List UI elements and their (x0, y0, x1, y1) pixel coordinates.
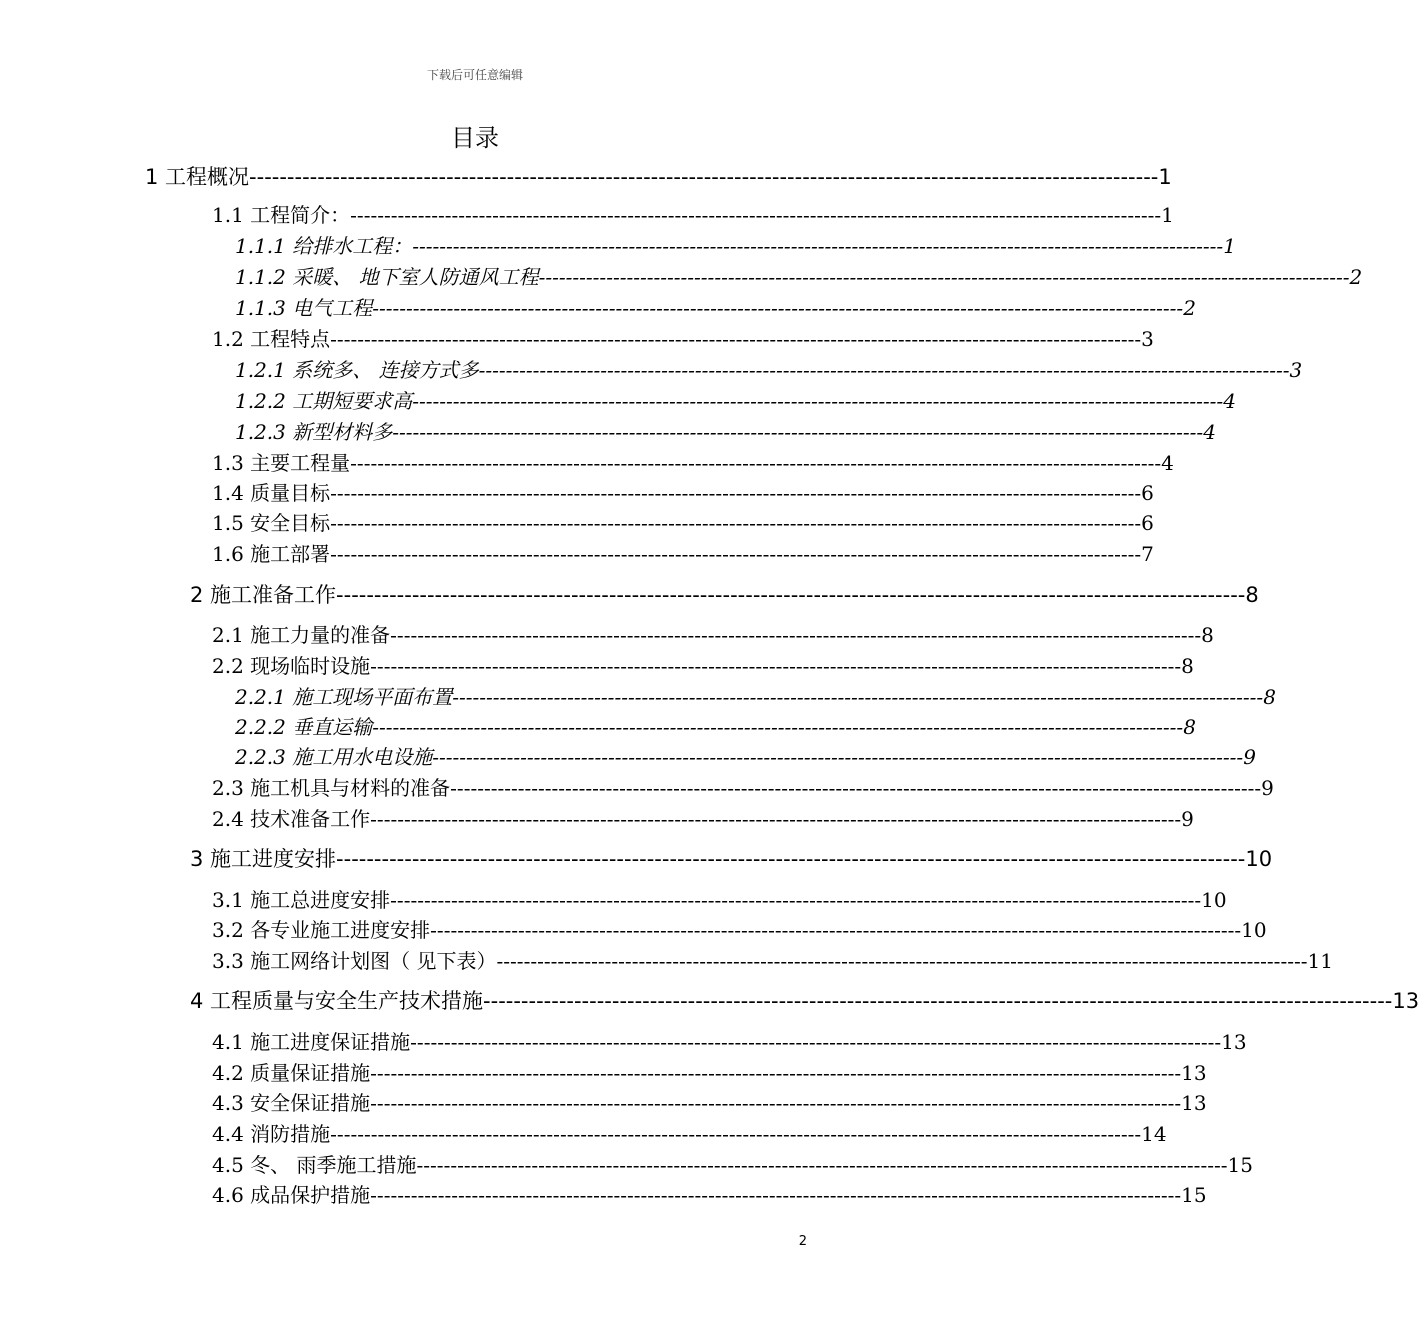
toc-entry[interactable] (235, 294, 1196, 322)
toc-title: 目录 (451, 124, 499, 152)
toc-entry[interactable] (212, 201, 1174, 229)
toc-leader: ------------------------------------------------------------------------------------------------------------------------ (249, 165, 1159, 189)
toc-entry-label: 3.3 施工网络计划图（ 见下表） (212, 949, 497, 973)
toc-leader: ------------------------------------------------------------------------------------------------------------------------ (370, 1091, 1182, 1115)
toc-entry-label: 1.1.1 给排水工程： (235, 234, 413, 258)
toc-leader: ------------------------------------------------------------------------------------------------------------------------ (370, 1061, 1182, 1085)
toc-leader: ------------------------------------------------------------------------------------------------------------------------ (336, 847, 1246, 871)
toc-entry[interactable] (212, 947, 1333, 975)
toc-entry-label: 2.4 技术准备工作 (212, 807, 371, 831)
toc-leader: ------------------------------------------------------------------------------------------------------------------------ (392, 420, 1204, 444)
toc-entry-label: 1.1 工程简介： (212, 203, 351, 227)
toc-entry[interactable] (212, 509, 1154, 537)
toc-leader: ------------------------------------------------------------------------------------------------------------------------ (496, 949, 1308, 973)
toc-entry-label: 1.2.2 工期短要求高 (235, 389, 413, 413)
toc-entry-page: 4 (1203, 420, 1216, 444)
toc-entry-label: 2.2.3 施工用水电设施 (235, 745, 433, 769)
toc-entry-page: 2 (1349, 265, 1363, 289)
toc-entry-label: 2 施工准备工作 (190, 583, 337, 607)
toc-leader: ------------------------------------------------------------------------------------------------------------------------ (412, 234, 1224, 258)
toc-leader: ------------------------------------------------------------------------------------------------------------------------ (483, 989, 1393, 1013)
page-number: 2 (798, 1234, 807, 1249)
toc-entry-label: 1 工程概况 (145, 165, 250, 189)
toc-entry-page: 10 (1245, 847, 1273, 871)
toc-entry-page: 10 (1241, 918, 1267, 942)
toc-entry-label: 1.5 安全目标 (212, 511, 331, 535)
toc-leader: ------------------------------------------------------------------------------------------------------------------------ (330, 511, 1142, 535)
toc-entry[interactable] (235, 743, 1256, 771)
toc-entry[interactable] (212, 1120, 1167, 1148)
toc-entry[interactable] (235, 683, 1276, 711)
toc-leader: ------------------------------------------------------------------------------------------------------------------------ (350, 203, 1162, 227)
toc-entry-page: 8 (1181, 654, 1194, 678)
toc-entry-page: 9 (1243, 745, 1256, 769)
page-header: 下载后可任意编辑 (426, 68, 523, 82)
toc-leader: ------------------------------------------------------------------------------------------------------------------------ (478, 358, 1290, 382)
toc-entry[interactable] (235, 713, 1196, 741)
toc-leader: ------------------------------------------------------------------------------------------------------------------------ (350, 451, 1162, 475)
toc-entry-label: 3.1 施工总进度安排 (212, 888, 391, 912)
toc-entry-page: 14 (1141, 1122, 1167, 1146)
toc-entry-page: 13 (1392, 989, 1419, 1013)
toc-entry[interactable] (145, 163, 1172, 191)
toc-entry[interactable] (212, 1181, 1207, 1209)
toc-leader: ------------------------------------------------------------------------------------------------------------------------ (330, 481, 1142, 505)
toc-entry[interactable] (212, 479, 1154, 507)
toc-leader: ------------------------------------------------------------------------------------------------------------------------ (336, 583, 1246, 607)
toc-entry-label: 1.3 主要工程量 (212, 451, 351, 475)
toc-entry[interactable] (235, 387, 1236, 415)
toc-entry-label: 3.2 各专业施工进度安排 (212, 918, 431, 942)
toc-entry-page: 1 (1161, 203, 1174, 227)
toc-entry[interactable] (212, 1028, 1247, 1056)
toc-entry-page: 10 (1201, 888, 1227, 912)
toc-leader: ------------------------------------------------------------------------------------------------------------------------ (450, 776, 1262, 800)
toc-entry-label: 1.1.3 电气工程 (235, 296, 373, 320)
toc-entry-label: 1.4 质量目标 (212, 481, 331, 505)
toc-entry[interactable] (235, 232, 1236, 260)
toc-entry[interactable] (190, 987, 1419, 1015)
toc-entry[interactable] (235, 356, 1303, 384)
toc-entry[interactable] (212, 652, 1194, 680)
toc-entry[interactable] (212, 540, 1154, 568)
toc-leader: ------------------------------------------------------------------------------------------------------------------------ (430, 918, 1242, 942)
toc-entry-page: 9 (1261, 776, 1274, 800)
toc-entry-page: 13 (1181, 1061, 1207, 1085)
toc-entry[interactable] (212, 325, 1154, 353)
toc-entry-page: 8 (1201, 623, 1214, 647)
toc-entry-label: 3 施工进度安排 (190, 847, 337, 871)
toc-entry-page: 6 (1141, 511, 1154, 535)
toc-entry-label: 1.2.1 系统多、 连接方式多 (235, 358, 479, 382)
toc-entry-page: 4 (1161, 451, 1174, 475)
toc-entry-page: 1 (1158, 165, 1172, 189)
toc-entry-page: 8 (1263, 685, 1276, 709)
toc-entry-page: 13 (1221, 1030, 1247, 1054)
toc-leader: ------------------------------------------------------------------------------------------------------------------------ (410, 1030, 1222, 1054)
toc-entry-page: 7 (1141, 542, 1154, 566)
toc-entry-page: 3 (1289, 358, 1303, 382)
toc-leader: ------------------------------------------------------------------------------------------------------------------------ (370, 654, 1182, 678)
toc-entry-label: 2.1 施工力量的准备 (212, 623, 391, 647)
toc-entry[interactable] (212, 1089, 1207, 1117)
toc-entry-page: 8 (1183, 715, 1196, 739)
toc-entry-page: 9 (1181, 807, 1194, 831)
toc-entry-label: 1.1.2 采暖、 地下室人防通风工程 (235, 265, 539, 289)
toc-entry[interactable] (212, 805, 1194, 833)
toc-entry-page: 8 (1245, 583, 1259, 607)
toc-entry-page: 11 (1307, 949, 1333, 973)
toc-entry[interactable] (212, 886, 1227, 914)
toc-entry[interactable] (190, 581, 1259, 609)
toc-entry-label: 4.4 消防措施 (212, 1122, 331, 1146)
toc-entry-label: 4.2 质量保证措施 (212, 1061, 371, 1085)
toc-entry-label: 4.3 安全保证措施 (212, 1091, 371, 1115)
toc-entry-label: 4.5 冬、 雨季施工措施 (212, 1153, 417, 1177)
toc-entry[interactable] (212, 621, 1214, 649)
toc-entry-page: 6 (1141, 481, 1154, 505)
toc-entry-page: 13 (1181, 1091, 1207, 1115)
toc-leader: ------------------------------------------------------------------------------------------------------------------------ (370, 807, 1182, 831)
toc-leader: ------------------------------------------------------------------------------------------------------------------------ (330, 542, 1142, 566)
toc-entry-label: 2.2.2 垂直运输 (235, 715, 373, 739)
toc-leader: ------------------------------------------------------------------------------------------------------------------------ (412, 389, 1224, 413)
toc-leader: ------------------------------------------------------------------------------------------------------------------------ (390, 888, 1202, 912)
toc-entry-page: 4 (1223, 389, 1236, 413)
toc-leader: ------------------------------------------------------------------------------------------------------------------------ (416, 1153, 1228, 1177)
toc-leader: ------------------------------------------------------------------------------------------------------------------------ (330, 327, 1142, 351)
toc-leader: ------------------------------------------------------------------------------------------------------------------------ (330, 1122, 1142, 1146)
toc-entry-page: 2 (1183, 296, 1196, 320)
toc-entry-page: 15 (1227, 1153, 1253, 1177)
toc-entry[interactable] (190, 845, 1273, 873)
toc-entry-label: 4 工程质量与安全生产技术措施 (190, 989, 484, 1013)
toc-leader: ------------------------------------------------------------------------------------------------------------------------ (538, 265, 1350, 289)
toc-leader: ------------------------------------------------------------------------------------------------------------------------ (372, 296, 1184, 320)
toc-entry-label: 1.6 施工部署 (212, 542, 331, 566)
toc-entry-label: 4.1 施工进度保证措施 (212, 1030, 411, 1054)
toc-entry-label: 2.3 施工机具与材料的准备 (212, 776, 451, 800)
toc-entry-label: 4.6 成品保护措施 (212, 1183, 371, 1207)
toc-entry[interactable] (212, 774, 1274, 802)
toc-entry[interactable] (212, 916, 1267, 944)
toc-leader: ------------------------------------------------------------------------------------------------------------------------ (372, 715, 1184, 739)
toc-entry-label: 2.2.1 施工现场平面布置 (235, 685, 453, 709)
toc-entry-label: 2.2 现场临时设施 (212, 654, 371, 678)
toc-entry-label: 1.2 工程特点 (212, 327, 331, 351)
toc-entry[interactable] (212, 1059, 1207, 1087)
toc-entry-page: 1 (1223, 234, 1236, 258)
toc-leader: ------------------------------------------------------------------------------------------------------------------------ (370, 1183, 1182, 1207)
toc-entry-label: 1.2.3 新型材料多 (235, 420, 393, 444)
toc-entry[interactable] (212, 1151, 1253, 1179)
toc-leader: ------------------------------------------------------------------------------------------------------------------------ (452, 685, 1264, 709)
toc-leader: ------------------------------------------------------------------------------------------------------------------------ (390, 623, 1202, 647)
toc-entry-page: 15 (1181, 1183, 1207, 1207)
toc-leader: ------------------------------------------------------------------------------------------------------------------------ (432, 745, 1244, 769)
toc-entry[interactable] (235, 263, 1363, 291)
toc-entry[interactable] (235, 418, 1216, 446)
toc-entry[interactable] (212, 449, 1174, 477)
toc-entry-page: 3 (1141, 327, 1154, 351)
